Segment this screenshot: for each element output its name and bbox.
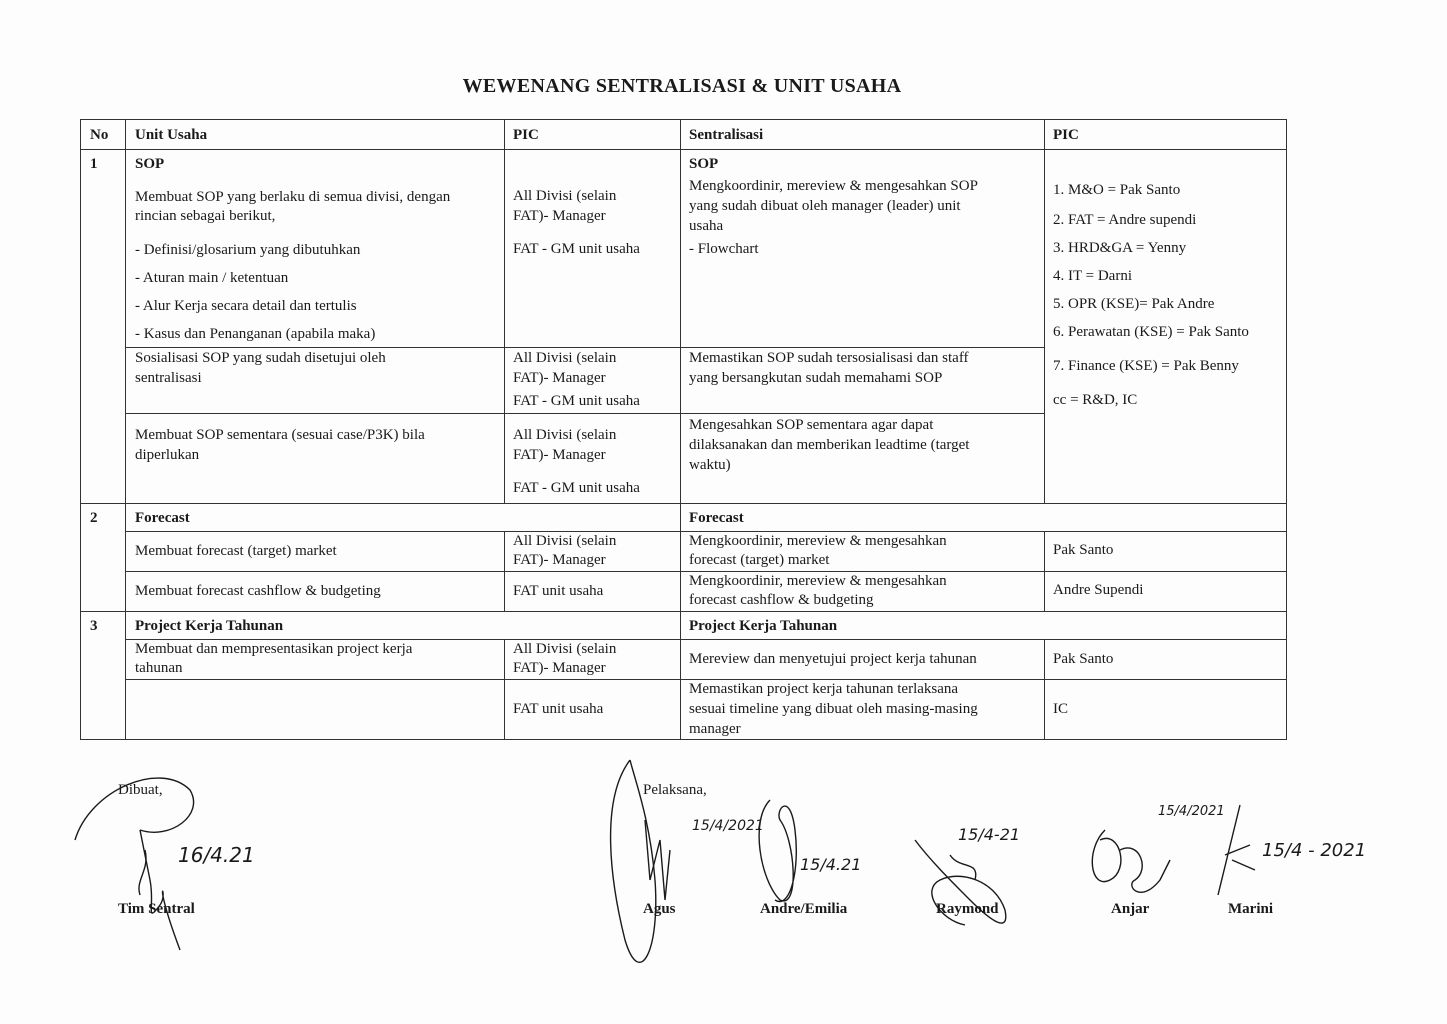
unit-text: Membuat SOP yang berlaku di semua divisi, dengan [135, 189, 451, 205]
sent-text: Mengkoordinir, mereview & mengesahkan SOP [689, 178, 978, 194]
section-number: 3 [90, 618, 98, 634]
pic-list-item: 1. M&O = Pak Santo [1053, 182, 1181, 198]
section-number: 1 [90, 156, 98, 172]
sent-text: Memastikan SOP sudah tersosialisasi dan staff [689, 350, 969, 366]
unit-list-item: - Aturan main / ketentuan [135, 270, 289, 286]
sent-text: Mengesahkan SOP sementara agar dapat [689, 417, 934, 433]
pic-text: FAT)- Manager [513, 208, 606, 224]
pic-text: IC [1053, 701, 1068, 717]
section-sent-title: Project Kerja Tahunan [689, 618, 838, 634]
pic-text: FAT - GM unit usaha [513, 393, 640, 409]
unit-text: rincian sebagai berikut, [135, 208, 276, 224]
sent-text: forecast (target) market [689, 552, 830, 568]
signer-name: Agus [643, 901, 676, 917]
pic-list-item: 2. FAT = Andre supendi [1053, 212, 1197, 228]
signature-stroke [75, 778, 194, 840]
section-sent-title: Forecast [689, 510, 744, 526]
signature-stroke [1092, 830, 1121, 882]
unit-text: Membuat forecast cashflow & budgeting [135, 583, 381, 599]
sent-text: forecast cashflow & budgeting [689, 592, 874, 608]
pic-text: FAT)- Manager [513, 552, 606, 568]
sent-text: yang bersangkutan sudah memahami SOP [689, 370, 943, 386]
pic-text: FAT unit usaha [513, 701, 604, 717]
pic-text: All Divisi (selain [513, 350, 617, 366]
pic-text: All Divisi (selain [513, 188, 617, 204]
signature-stroke [759, 800, 796, 902]
section-title: SOP [135, 156, 165, 172]
date-handwritten: 15/4/2021 [1158, 804, 1225, 819]
date-handwritten: 16/4.21 [178, 843, 255, 867]
header-sentralisasi: Sentralisasi [689, 127, 764, 143]
pic-text: FAT - GM unit usaha [513, 480, 640, 496]
sent-text: waktu) [689, 457, 731, 473]
dibuat-label: Dibuat, [118, 782, 163, 798]
date-handwritten: 15/4-21 [958, 825, 1021, 844]
section-title: Project Kerja Tahunan [135, 618, 284, 634]
sent-text: usaha [689, 218, 724, 234]
pic-text: FAT)- Manager [513, 447, 606, 463]
sent-text: - Flowchart [689, 241, 759, 257]
sent-text: Mereview dan menyetujui project kerja tahunan [689, 651, 977, 667]
pic-text: All Divisi (selain [513, 641, 617, 657]
pelaksana-label: Pelaksana, [643, 782, 707, 798]
pic-text: FAT)- Manager [513, 660, 606, 676]
date-handwritten: 15/4/2021 [692, 818, 764, 834]
pic-text: FAT unit usaha [513, 583, 604, 599]
pic-text: FAT)- Manager [513, 370, 606, 386]
date-handwritten: 15/4 - 2021 [1262, 840, 1367, 861]
pic-list-item: 5. OPR (KSE)= Pak Andre [1053, 296, 1215, 312]
sent-text: yang sudah dibuat oleh manager (leader) unit [689, 198, 961, 214]
header-pic: PIC [513, 127, 539, 143]
header-pic-sentral: PIC [1053, 127, 1079, 143]
pic-text: Andre Supendi [1053, 582, 1144, 598]
unit-list-item: - Definisi/glosarium yang dibutuhkan [135, 242, 361, 258]
pic-text: FAT - GM unit usaha [513, 241, 640, 257]
signer-name: Tim Sentral [118, 901, 195, 917]
document-title: WEWENANG SENTRALISASI & UNIT USAHA [462, 75, 902, 97]
signature-stroke [140, 830, 180, 950]
unit-text: Membuat dan mempresentasikan project kerja [135, 641, 413, 657]
signature-stroke [915, 840, 1006, 925]
signer-name: Anjar [1111, 901, 1150, 917]
unit-text: Sosialisasi SOP yang sudah disetujui oleh [135, 350, 386, 366]
unit-text: diperlukan [135, 447, 200, 463]
section-sent-title: SOP [689, 156, 719, 172]
pic-list-item: 6. Perawatan (KSE) = Pak Santo [1053, 324, 1249, 340]
header-unit-usaha: Unit Usaha [135, 127, 208, 143]
unit-text: sentralisasi [135, 370, 202, 386]
pic-list-item: 3. HRD&GA = Yenny [1053, 240, 1187, 256]
section-number: 2 [90, 510, 98, 526]
signer-name: Raymond [936, 901, 999, 917]
pic-list-item: 7. Finance (KSE) = Pak Benny [1053, 358, 1239, 374]
sent-text: Mengkoordinir, mereview & mengesahkan [689, 533, 947, 549]
pic-text: Pak Santo [1053, 651, 1114, 667]
sent-text: manager [689, 721, 741, 737]
unit-list-item: - Kasus dan Penanganan (apabila maka) [135, 326, 376, 342]
pic-list-item: 4. IT = Darni [1053, 268, 1132, 284]
sent-text: sesuai timeline yang dibuat oleh masing-masing [689, 701, 978, 717]
signature-stroke [1120, 848, 1170, 892]
unit-text: Membuat forecast (target) market [135, 543, 337, 559]
date-handwritten: 15/4.21 [800, 855, 862, 874]
pic-text: Pak Santo [1053, 542, 1114, 558]
signer-name: Andre/Emilia [760, 901, 848, 917]
pic-list-item: cc = R&D, IC [1053, 392, 1138, 408]
sent-text: Memastikan project kerja tahunan terlaksana [689, 681, 959, 697]
signer-name: Marini [1228, 901, 1273, 917]
sent-text: Mengkoordinir, mereview & mengesahkan [689, 573, 947, 589]
pic-text: All Divisi (selain [513, 533, 617, 549]
unit-text: tahunan [135, 660, 183, 676]
header-no: No [90, 127, 109, 143]
pic-text: All Divisi (selain [513, 427, 617, 443]
sent-text: dilaksanakan dan memberikan leadtime (target [689, 437, 970, 453]
unit-list-item: - Alur Kerja secara detail dan tertulis [135, 298, 357, 314]
section-title: Forecast [135, 510, 190, 526]
unit-text: Membuat SOP sementara (sesuai case/P3K) bila [135, 427, 425, 443]
